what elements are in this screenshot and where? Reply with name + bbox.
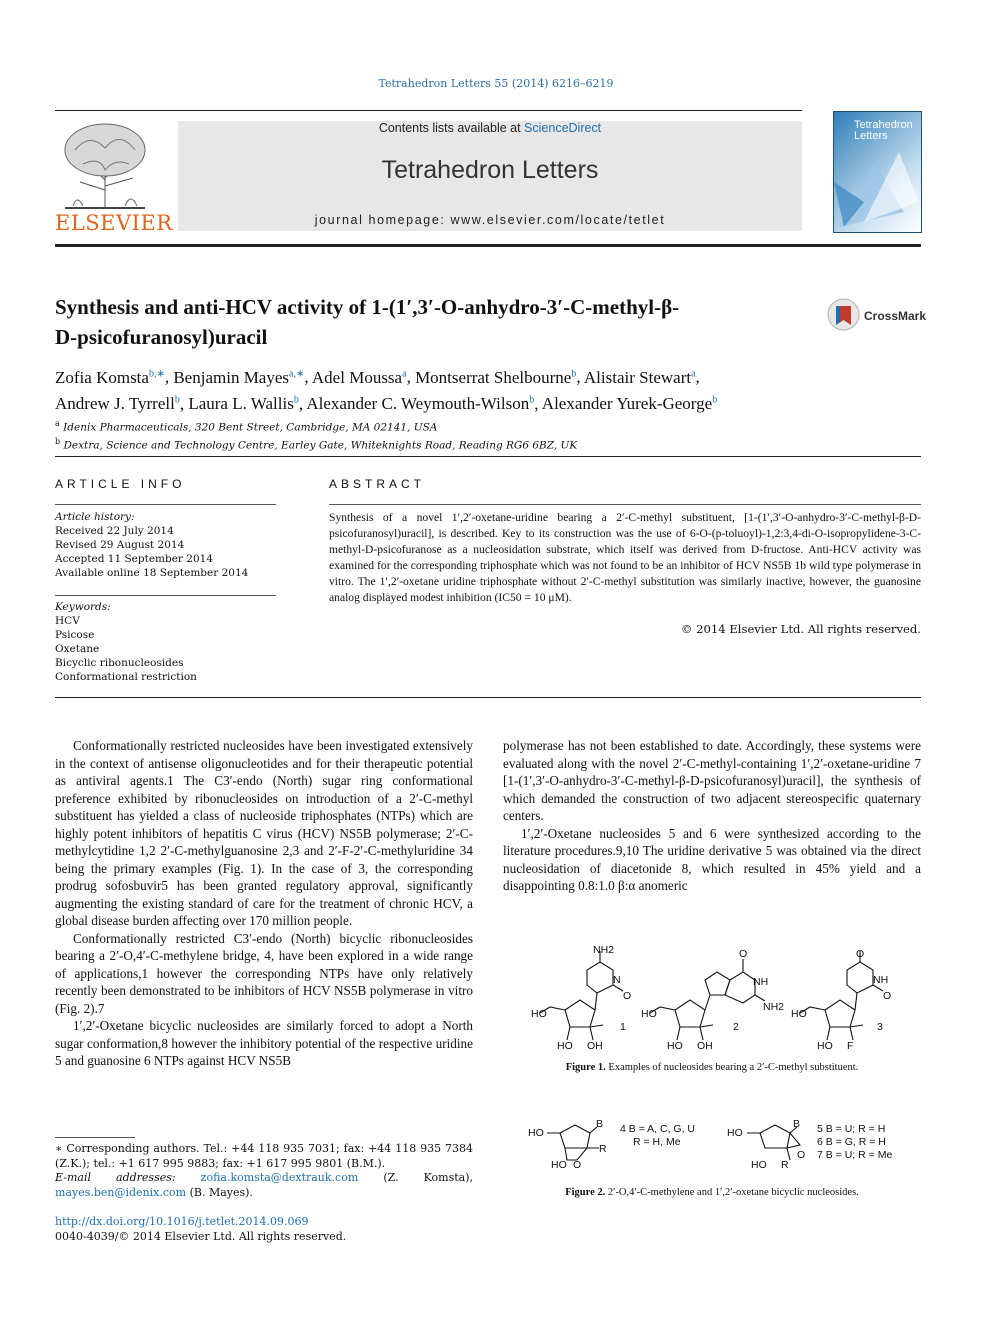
email-owner: (Z. Komsta), [383, 1171, 474, 1184]
figure-2-structures [525, 1115, 910, 1175]
figure-2-label: Figure 2. [565, 1187, 606, 1198]
author: Benjamin Mayes$^{a,∗}$ [173, 367, 305, 387]
figure-2-caption-text: 2′-O,4′-C-methylene and 1′,2′-oxetane bicyclic nucleosides. [607, 1187, 859, 1198]
atom-label: O [797, 1149, 806, 1161]
affiliation-b: $^b$ Dextra, Science and Technology Centre, Earley Gate, Whiteknights Road, Reading RG6 6BZ, UK [55, 436, 578, 451]
legend-line: 4 B = A, C, G, U [620, 1123, 695, 1135]
atom-label: HO [551, 1159, 567, 1171]
keywords [55, 600, 276, 684]
compound-number: 3 [877, 1021, 883, 1033]
abstract-rule [329, 504, 921, 505]
figure-1-caption [503, 1062, 921, 1073]
affiliation-a: $^a$ Idenix Pharmaceuticals, 320 Bent Street, Cambridge, MA 02141, USA [55, 419, 438, 434]
abstract-text: Synthesis of a novel 1′,2′-oxetane-uridine bearing a 2′-C-methyl substituent, [1-(1′,3′-O-anhydro-3′-C-methyl-β-D-psicofuranosyl)uracil], is described. Key to its construction was the use of 6-O-(p-toluoyl)-1,2:3,4-di-O-isopropylidene-3-C-methyl-D-psicofuranose as a nucleosidation substrate, which itself was derived from D-fructose. Anti-HCV activity was examined for the corresponding triphosphate which was not found to be an inhibitor of HCV NS5B 1b wild type polymerase in vitro. The 1′,2′-oxetane uridine triphosphate without 2′-C-methyl substitution was similarly inactive, however, the guanosine analog displayed modest inhibition (IC50 = 10 μM). [329, 511, 921, 604]
atom-label: HO [667, 1040, 683, 1052]
atom-label: HO [557, 1040, 573, 1052]
keyword: HCV [55, 615, 80, 627]
atom-label: B [793, 1118, 801, 1130]
author: Montserrat Shelbourne$^b$ [415, 367, 577, 387]
body-right-column [503, 737, 921, 895]
cover-title-line2: Letters [854, 130, 888, 142]
compound-number: 2 [733, 1021, 739, 1033]
email-link[interactable]: zofia.komsta@dextrauk.com [200, 1171, 359, 1184]
email-owner: (B. Mayes). [189, 1185, 253, 1199]
atom-label: HO [791, 1008, 807, 1020]
issn-line: 0040-4039/© 2014 Elsevier Ltd. All rights reserved. [55, 1229, 347, 1243]
body-paragraph: 1′,2′-Oxetane bicyclic nucleosides are similarly forced to adopt a North sugar conformation,8 however the inhibitory potential of the respective uridine 5 and guanosine 6 NTPs against HCV NS5B [55, 1018, 473, 1068]
cover-title-line1: Tetrahedron [854, 119, 913, 131]
body-paragraph: 1′,2′-Oxetane nucleosides 5 and 6 were synthesized according to the literature procedures.9,10 The uridine derivative 5 was obtained via the direct nucleosidation of diacetonide 8, which resulted in 45% yield and a disappointing 0.8:1.0 β:α anomeric [503, 825, 921, 893]
atom-label: HO [531, 1008, 547, 1020]
history-accepted: Accepted 11 September 2014 [55, 553, 214, 565]
contents-line [178, 121, 802, 135]
author: Laura L. Wallis$^b$ [188, 394, 299, 414]
body-left-column [55, 737, 473, 1070]
corresponding-author-note: ∗ Corresponding authors. Tel.: +44 118 935 7031; fax: +44 118 935 7384 (Z.K.); tel.: +1 617 995 9883; fax: +1 617 995 9801 (B.M.). [55, 1142, 473, 1170]
title-line-1: Synthesis and anti-HCV activity of 1-(1′,3′-O-anhydro-3′-C-methyl-β- [55, 295, 680, 319]
author: Alexander Yurek-George$^b$ [541, 394, 718, 414]
legend-line: 6 B = G, R = H [817, 1136, 886, 1148]
history-label: Article history: [55, 511, 135, 523]
atom-label: HO [751, 1159, 767, 1171]
keyword: Conformational restriction [55, 671, 197, 683]
body-paragraph: Conformationally restricted nucleosides have been investigated extensively in the context of antisense oligonucleotides and for their therapeutic potential as antiviral agents.1 The C3′-endo (North) sugar ring conformational preference exhibited by ribonucleosides on introduction of a 2′-C-methyl substituent has yielded a class of nucleoside triphosphates (NTPs) which are highly potent inhibitors of hepatitis C virus (HCV) NS5B polymerase; 2′-C-methylcytidine 1,2 2′-C-methylguanosine 2,3 and 2′-F-2′-C-methyluridine 34 being the primary examples (Fig. 1). In the case of 3, the corresponding prodrug sofosbuvir5 has been granted regulatory approval, significantly augmenting the existing standard of care for the treatment of chronic HCV, a global disease burden affecting over 170 million people. [55, 738, 473, 928]
journal-homepage[interactable]: journal homepage: www.elsevier.com/locate/tetlet [314, 213, 666, 227]
cover-art [834, 142, 921, 232]
keyword: Bicyclic ribonucleosides [55, 657, 184, 669]
crossmark-icon[interactable] [827, 298, 860, 331]
atom-label: O [573, 1159, 582, 1171]
atom-label: OH [697, 1040, 713, 1052]
atom-label: B [596, 1118, 604, 1130]
atom-label: N [613, 974, 621, 986]
author: Alistair Stewart$^a$ [583, 367, 696, 387]
atom-label: HO [641, 1008, 657, 1020]
abstract-heading: ABSTRACT [329, 477, 426, 491]
atom-label: O [856, 948, 865, 960]
history-received: Received 22 July 2014 [55, 525, 174, 537]
author: Andrew J. Tyrrell$^b$ [55, 394, 180, 414]
figure-1-structures [525, 945, 910, 1055]
email-note [55, 1171, 473, 1200]
body-paragraph: Conformationally restricted C3′-endo (North) bicyclic ribonucleosides bearing a 2′-O,4′-C-methylene bridge, 4, have been explored in a wide range of applications,1 however the corresponding NTPs have only relatively recently been demonstrated to be inhibitors of HCV NS5B polymerase in vitro (Fig. 2).7 [55, 930, 473, 1016]
body-paragraph: polymerase has not been established to date. Accordingly, these systems were evaluated along with the novel 2′-C-methyl-containing 1′,2′-oxetane-uridine 7 [1-(1′,3′-O-anhydro-3′-C-methyl-β-D-psicofuranosyl)uracil], the synthesis of which demanded the construction of two adjacent stereospecific quaternary centers. [503, 738, 921, 823]
keyword: Oxetane [55, 643, 100, 655]
atom-label: F [847, 1040, 854, 1052]
sciencedirect-link[interactable]: ScienceDirect [524, 121, 602, 135]
figure-2-caption [503, 1187, 921, 1198]
atom-label: OH [587, 1040, 603, 1052]
history-online: Available online 18 September 2014 [55, 567, 249, 579]
affiliation-rule [55, 456, 921, 457]
atom-label: O [739, 948, 748, 960]
atom-label: O [883, 990, 892, 1002]
footnotes [55, 1142, 473, 1200]
journal-title: Tetrahedron Letters [381, 156, 599, 184]
figure-1-caption-text: Examples of nucleosides bearing a 2′-C-methyl substituent. [608, 1062, 859, 1073]
journal-cover-image [833, 111, 922, 233]
keyword: Psicose [55, 629, 95, 641]
journal-reference[interactable]: Tetrahedron Letters 55 (2014) 6216–6219 [378, 77, 614, 90]
keywords-label: Keywords: [55, 601, 111, 613]
atom-label: NH2 [593, 945, 615, 956]
article-history [55, 510, 276, 580]
keywords-rule [55, 595, 276, 596]
atom-label: NH [753, 976, 769, 988]
atom-label: O [623, 990, 632, 1002]
atom-label: HO [817, 1040, 833, 1052]
elsevier-wordmark: ELSEVIER [55, 211, 173, 235]
article-info-heading: ARTICLE INFO [55, 477, 186, 491]
crossmark-label[interactable]: CrossMark [864, 309, 927, 323]
author: Alexander C. Weymouth-Wilson$^b$ [306, 394, 535, 414]
contents-prefix: Contents lists available at [378, 121, 525, 135]
author: Zofia Komsta$^{b,∗}$ [55, 367, 165, 387]
email-link[interactable]: mayes.ben@idenix.com [55, 1185, 187, 1199]
atom-label: HO [528, 1127, 544, 1139]
title-line-2: D-psicofuranosyl)uracil [55, 325, 268, 349]
affiliations [55, 417, 577, 452]
article-info-rule [55, 504, 276, 505]
header-top-rule [55, 110, 802, 111]
atom-label: NH [873, 974, 889, 986]
compound-number: 1 [620, 1021, 626, 1033]
ribose-ring [565, 1000, 595, 1027]
legend-line: 7 B = U; R = Me [817, 1149, 893, 1161]
author: Adel Moussa$^a$ [311, 367, 407, 387]
atom-label: HO [727, 1127, 743, 1139]
doi-block [55, 1215, 346, 1244]
figure-1-label: Figure 1. [565, 1062, 606, 1073]
abstract-copyright: © 2014 Elsevier Ltd. All rights reserved. [680, 622, 921, 636]
atom-label: NH2 [763, 1001, 785, 1013]
abstract-bottom-rule [55, 697, 921, 698]
footnote-rule [55, 1137, 135, 1138]
legend-line: 5 B = U; R = H [817, 1123, 886, 1135]
elsevier-tree-logo [55, 120, 155, 212]
doi-link[interactable]: http://dx.doi.org/10.1016/j.tetlet.2014.09.069 [55, 1215, 309, 1228]
atom-label: R [781, 1159, 789, 1171]
article-title [55, 292, 815, 352]
email-label: E-mail addresses: [55, 1171, 176, 1184]
header-bottom-rule [55, 244, 921, 247]
atom-label: R [599, 1143, 607, 1155]
history-revised: Revised 29 August 2014 [55, 539, 185, 551]
author-list: Zofia Komsta$^{b,∗}$, Benjamin Mayes$^{a,∗}$, Adel Moussa$^a$, Montserrat Shelbourne$^b$, Alistair Stewart$^a$, Andrew J. Tyrrell$^b$, Laura L. Wallis$^b$, Alexander C. Weymouth-Wilson$^b$, Alexander Yurek-George$^b$ [55, 367, 718, 414]
legend-line: R = H, Me [633, 1136, 681, 1148]
